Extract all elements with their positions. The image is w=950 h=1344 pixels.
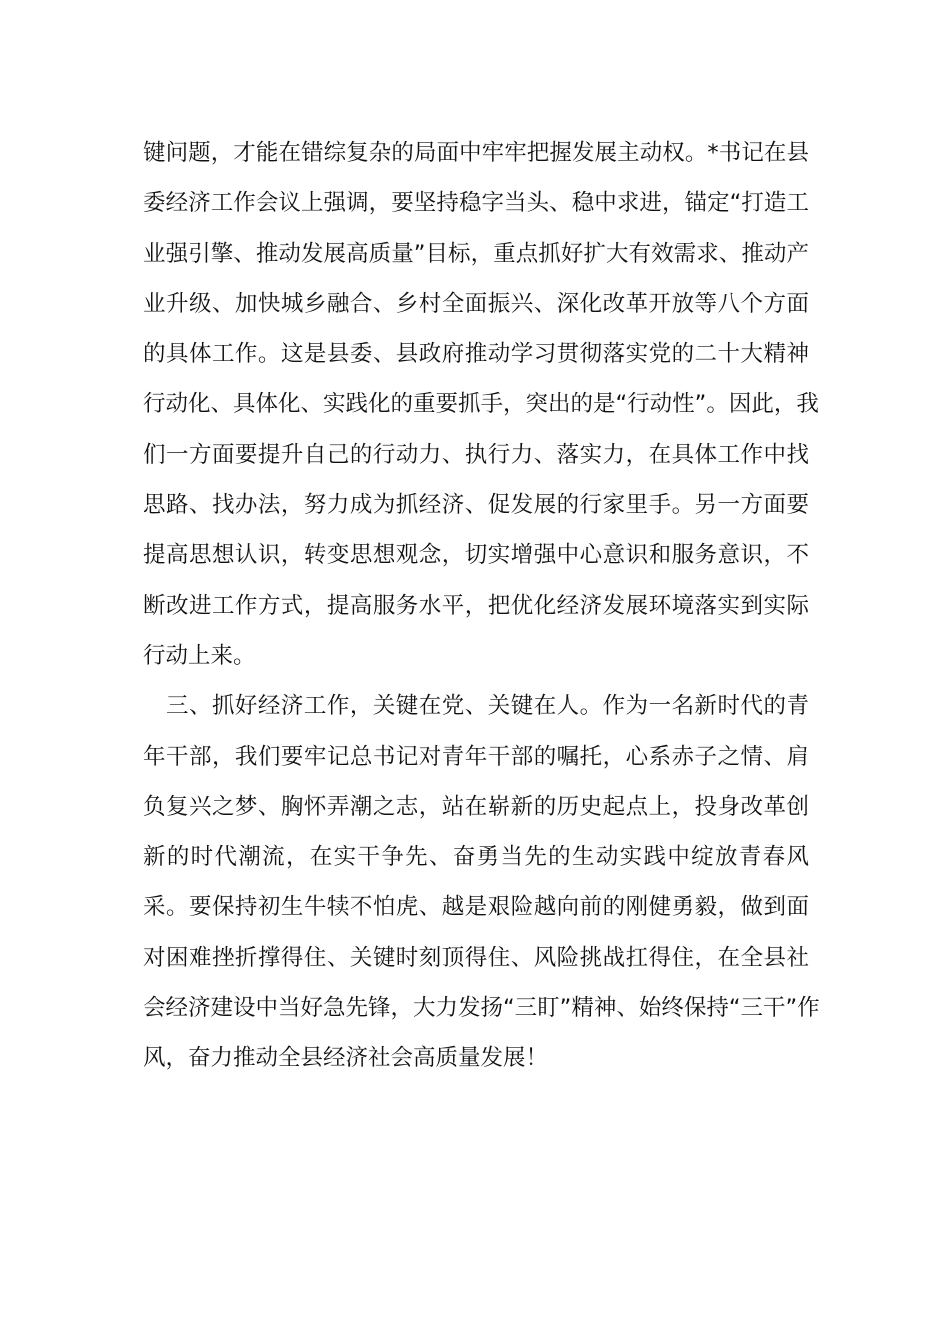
text-line: 风，奋力推动全县经济社会高质量发展！ (143, 1045, 549, 1072)
body-text (143, 128, 820, 1084)
text-line: 业升级、加快城乡融合、乡村全面振兴、深化改革开放等八个方面 (143, 290, 809, 317)
text-line: 的具体工作。这是县委、县政府推动学习贯彻落实党的二十大精神 (143, 341, 809, 368)
text-line: 新的时代潮流，在实干争先、奋勇当先的生动实践中绽放青春风 (143, 844, 809, 871)
text-line: 思路、找办法，努力成为抓经济、促发展的行家里手。另一方面要 (143, 492, 809, 519)
text-line: 负复兴之梦、胸怀弄潮之志，站在崭新的历史起点上，投身改革创 (143, 793, 809, 820)
text-line: 们一方面要提升自己的行动力、执行力、落实力，在具体工作中找 (143, 441, 809, 468)
text-line: 业强引擎、推动发展高质量”目标，重点抓好扩大有效需求、推动产 (143, 240, 809, 267)
text-line: 委经济工作会议上强调，要坚持稳字当头、稳中求进，锚定“打造工 (143, 190, 809, 217)
paragraph-2 (143, 681, 820, 1083)
text-line: 采。要保持初生牛犊不怕虎、越是艰险越向前的刚健勇毅，做到面 (143, 894, 809, 921)
paragraph-1 (143, 128, 819, 681)
text-line: 年干部，我们要牢记总书记对青年干部的嘱托，心系赤子之情、肩 (143, 743, 809, 770)
text-line: 提高思想认识，转变思想观念，切实增强中心意识和服务意识，不 (143, 542, 809, 569)
text-line: 会经济建设中当好急先锋，大力发扬“三盯”精神、始终保持“三干”作 (143, 995, 820, 1022)
text-line: 键问题，才能在错综复杂的局面中牢牢把握发展主动权。*书记在县 (143, 140, 809, 166)
text-line: 对困难挫折撑得住、关键时刻顶得住、风险挑战扛得住，在全县社 (143, 944, 809, 971)
text-line: 断改进工作方式，提高服务水平，把优化经济发展环境落实到实际 (143, 592, 809, 619)
text-line: 行动化、具体化、实践化的重要抓手，突出的是“行动性”。因此，我 (143, 391, 819, 418)
text-line: 三、抓好经济工作，关键在党、关键在人。作为一名新时代的青 (143, 693, 809, 720)
text-line: 行动上来。 (143, 642, 256, 669)
